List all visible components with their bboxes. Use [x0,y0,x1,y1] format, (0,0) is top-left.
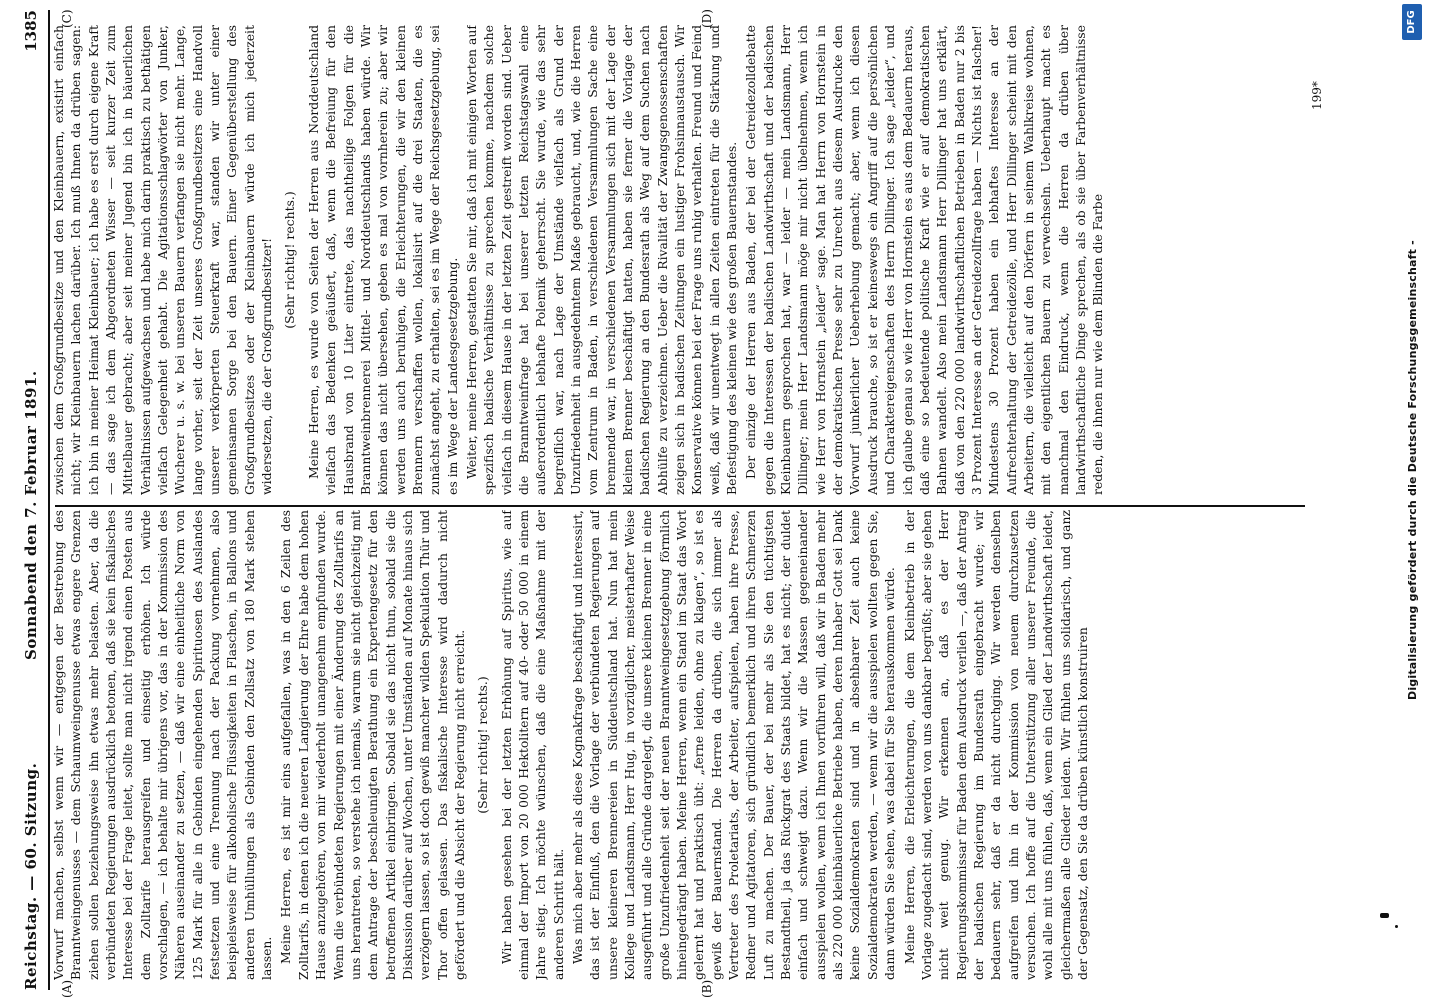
scan-speck [1395,925,1398,928]
header-page-number: 1385 [22,10,40,52]
paragraph: Der einzige der Herren aus Baden, der bei der Getreidezolldebatte gegen die Interessen der badischen Landwirthschaft und der badischen Kleinbauern gesprochen hat, war — leider — mein Landsmann, Herr Dillinger; mein Herr Landsmann möge mir nicht übelnehmen, wenn ich wie Herr von Hornstein „leider“ sage. Man hat Herrn von Hornstein in der demokratischen Presse sehr zu Unrecht aus diesem Ausdrucke den Vorwurf junkerlicher Ueberhebung gemacht; aber, wenn ich diesen Ausdruck brauche, so ist er keineswegs ein Angriff auf die persönlichen und Charaktereigenschaften des Herrn Dillinger. Ich sage „leider“, und ich glaube genau so wie Herr von Hornstein es aus dem Bedauern heraus, daß eine so bedeutende politische Kraft wie er auf demokratischen Bahnen wandelt. Also mein Landsmann Herr Dillinger hat uns erklärt, daß von den 220 000 landwirthschaftlichen Betrieben in Baden nur 2 bis 3 Prozent Interesse an der Getreidezollfrage haben — Nichts ist falscher! Mindestens 30 Prozent haben ein lebhaftes Interesse an der Aufrechterhaltung der Getreidezölle, und Herr Dillinger scheint mit den Arbeitern, die vielleicht auf den Dörfern in seinem Wahlkreise wohnen, mit den eigentlichen Bauern zu verwechseln. Ueberhaupt macht es manchmal den Eindruck, wenn die Herren da drüben über landwirthschaftliche Dinge sprechen, als ob sie über Farbenverhältnisse reden, die ihnen nur wie dem Blinden die Farbe [743,25,1106,495]
dfg-logo: DFG [1402,4,1422,40]
paragraph: Vorwurf machen, selbst wenn wir — entgegen der Bestrebung des Branntweingenusses — dem Schaumweingenusse etwas engere Grenzen ziehen sollen beziehungsweise ihn etwas mehr belasten. Aber, da die verbündeten Regierungen ausdrücklich betonen, daß sie kein fiskalisches Interesse bei der Frage leitet, sollte man nicht irgend einen Posten aus dem Zolltarife herausgreifen und einseitig erhöhen. Ich würde vorschlagen, — ich behalte mir übrigens vor, das in der Kommission des Näheren auseinander zu setzen, — daß wir eine einheitliche Norm von 125 Mark für alle in Gebinden eingehenden Spirituosen des Auslandes festsetzen und eine Trennung nach der Packung vornehmen, also beispielsweise für alkoholische Flüssigkeiten in Flaschen, in Ballons und anderen Umhüllungen als Gebinden den Zollsatz von 180 Mark stehen lassen. [51,510,275,980]
digitization-footer [1402,0,1426,1000]
interjection: (Sehr richtig! rechts.) [475,676,491,814]
scan-speck [1380,913,1389,918]
margin-mark-a: (A) [60,979,74,998]
page-signature: 199* [1310,81,1324,110]
margin-mark-d: (D) [700,9,714,28]
paragraph: Wir haben gesehen bei der letzten Erhöhung auf Spiritus, wie auf einmal der Import von 20 000 Hektolitern auf 40- oder 50 000 in einem Jahre stieg. Ich möchte wünschen, daß die eine Maßnahme mit der anderen Schritt hält. [498,510,566,980]
left-column [50,510,1310,980]
paragraph: Meine Herren, es ist mir eins aufgefallen, was in den 6 Zeilen des Zolltarifs, in denen ich die neueren Langierung der Ehre habe dem hohen Hause anzugehören, von mir wiederholt unangenehm empfunden wurde. Wenn die verbündeten Regierungen mit einer Änderung des Zolltarifs an uns herantreten, so verstehe ich niemals, warum sie nicht gleichzeitig mit dem Antrage der beschleunigten Berathung ein Expertengesetz für den betroffenen Artikel einbringen. Sobald sie das nicht thun, sobald sie die Diskussion darüber auf Wochen, unter Umständen auf Monate hinaus sich verzögern lassen, so ist doch gewiß mancher wilden Spekulation Thür und Thor offen gelassen. Das fiskalische Interesse wird dadurch nicht gefördert und die Absicht der Regierung nicht erreicht. [278,510,467,980]
header-date: Sonnabend den 7. Februar 1891. [22,370,40,660]
paragraph: Weiter, meine Herren, gestatten Sie mir, daß ich mit einigen Worten auf spezifisch badische Verhältnisse zu sprechen komme, nachdem solche vielfach in diesem Hause in der letzten Zeit gestreift worden sind. Ueber die Branntweinfrage hat bei unserer letzten Reichstagswahl eine außerordentlich lebhafte Polemik geherrscht. Sie wurde, wie das sehr begreiflich war, nach Lage der Umstände vielfach als Grund der Unzufriedenheit in ausgedehntem Maße gebraucht, und, wie die Herren vom Zentrum in Baden, in verschiedenen Versammlungen Sache eine brennende war, in verschiedenen Versammlungen sich mit der Lage der kleinen Brenner beschäftigt hatten, haben sie ferner die Vorlage der badischen Regierung an den Bundesrath als Weg auf dem Suchen nach Abhülfe zu verzeichnen. Ueber die Rivalität der Zwangsgenossenschaften zeigen sich in badischen Zeitungen ein lustiger Frohsinnaustausch. Wir Konservative können bei der Frage uns ruhig verhalten. Freund und Feind weiß, daß wir unentwegt in allen Zeiten eintreten für die Stärkung und Befestigung des kleinen wie des großen Bauernstandes. [463,25,740,495]
margin-mark-b: (B) [700,979,714,998]
paragraph: zwischen dem Großgrundbesitze und den Kleinbauern, existirt einfach nicht; wir Kleinbauern lachen darüber. Ich muß Ihnen da drüben sagen: ich bin in meiner Heimat Kleinbauer; ich habe es erst durch eigene Kraft — das sage ich dem Abgeordneten Wisser — seit kurzer Zeit zum Mittelbauer gebracht; aber seit meiner Jugend bin ich in bäuerlichen Verhältnissen aufgewachsen und habe mich darin praktisch zu bethätigen vielfach Gelegenheit gehabt. Die Agitationsschlagwörter von Junker, Wucherer u. s. w. bei unseren Bauern verfangen sie nicht mehr. Lange, lange vorher, seit der Zeit unseres Großgrundbesitzers eine Handvoll unserer verkörperten Steuerkraft war, standen wir unter einer gemeinsamen Sorge bei den Bauern. Einer Gegenüberstellung des Großgrundbesitzes oder der Kleinbauern würde ich mich jederzeit widersetzen, die der Großgrundbesitzer! [51,25,275,495]
dfg-credit: Digitalisierung gefördert durch die Deutsche Forschungsgemeinschaft - [1406,240,1419,700]
paragraph: Meine Herren, die Erleichterungen, die dem Kleinbetrieb in der Vorlage zugedacht sind, werden von uns dankbar begrüßt; aber sie gehen nicht weit genug. Wir erkennen an, daß es der Herr Regierungskommissar für Baden dem Ausdruck verlieh —, daß der Antrag der badischen Regierung im Bundesrath eingebracht wurde; wir bedauern sehr, daß er da nicht durchging. Wir werden denselben aufgreifen und ihn in der Kommission von neuem durchzusetzen versuchen. Ich hoffe auf die Unterstützung aller unserer Freunde, die wohl alle mit uns fühlen, daß, wenn ein Glied der Landwirthschaft leidet, gleichermaßen alle Glieder leiden. Wir fühlen uns solidarisch, und ganz der Gegensatz, den Sie da drüben künstlich konstruiren [901,510,1090,980]
column-divider [55,505,1305,507]
paragraph: Was mich aber mehr als diese Kognakfrage beschäftigt und interessirt, das ist der Einfluß, den die Vorlage der verbündeten Regierungen auf unsere kleineren Brennereien in Süddeutschland hat. Nun hat mein Kollege und Landsmann, Herr Hug, in vorzüglicher, meisterhafter Weise ausgeführt und alle Gründe dargelegt, die unsere kleinen Brenner in eine große Unzufriedenheit seit der neuen Branntweingesetzgebung förmlich hineingedrängt haben. Meine Herren, wenn ein Stand im Staat das Wort gelernt hat und praktisch übt: „ferne leiden, ohne zu klagen“, so ist es gewiß der Bauernstand. Die Herren da drüben, die sich immer als Vertreter des Proletariats, der Arbeiter, aufspielen, haben ihre Presse, Redner und Agitatoren, sich gründlich bemerklich und ihren Schmerzen Luft zu machen. Der Bauer, der bei mehr als Sie den tüchtigsten Bestandtheil, ja das Rückgrat des Staats bildet, hat es nicht; der duldet einfach und schweigt dazu. Wenn wir die Massen gegeneinander ausspielen wollen, wenn ich Ihnen vorführen will, daß wir in Baden mehr als 220 000 kleinbäuerliche Betriebe haben, deren Inhaber Gott sei Dank keine Sozialdemokraten sind und in absehbarer Zeit auch keine Sozialdemokraten werden, — wenn wir die ausspielen wollten gegen Sie, dann würden Sie sehen, was dabei für Sie herauskommen würde. [569,510,898,980]
interjection: (Sehr richtig! rechts.) [282,191,298,329]
header-session: Reichstag. — 60. Sitzung. [22,762,40,990]
paragraph: Meine Herren, es wurde von Seiten der Herren aus Norddeutschland vielfach das Bedenken geäußert, daß, wenn die Befreiung für den Hausbrand von 10 Liter eintrete, das nachtheilige Folgen für die Branntweinbrennerei Mittel- und Norddeutschlands haben würde. Wir können das nicht übersehen, geben es mal von vornherein zu; aber wir werden uns auch beruhigen, die Erleichterungen, die wir den kleinen Brennern verschaffen wollen, lokalisirt auf die drei Staaten, die es zunächst angeht, zu erhalten, sei es im Wege der Reichsgesetzgebung, sei es im Wege der Landesgesetzgebung. [305,25,460,495]
margin-mark-c: (C) [60,9,74,28]
right-column [50,25,1310,495]
